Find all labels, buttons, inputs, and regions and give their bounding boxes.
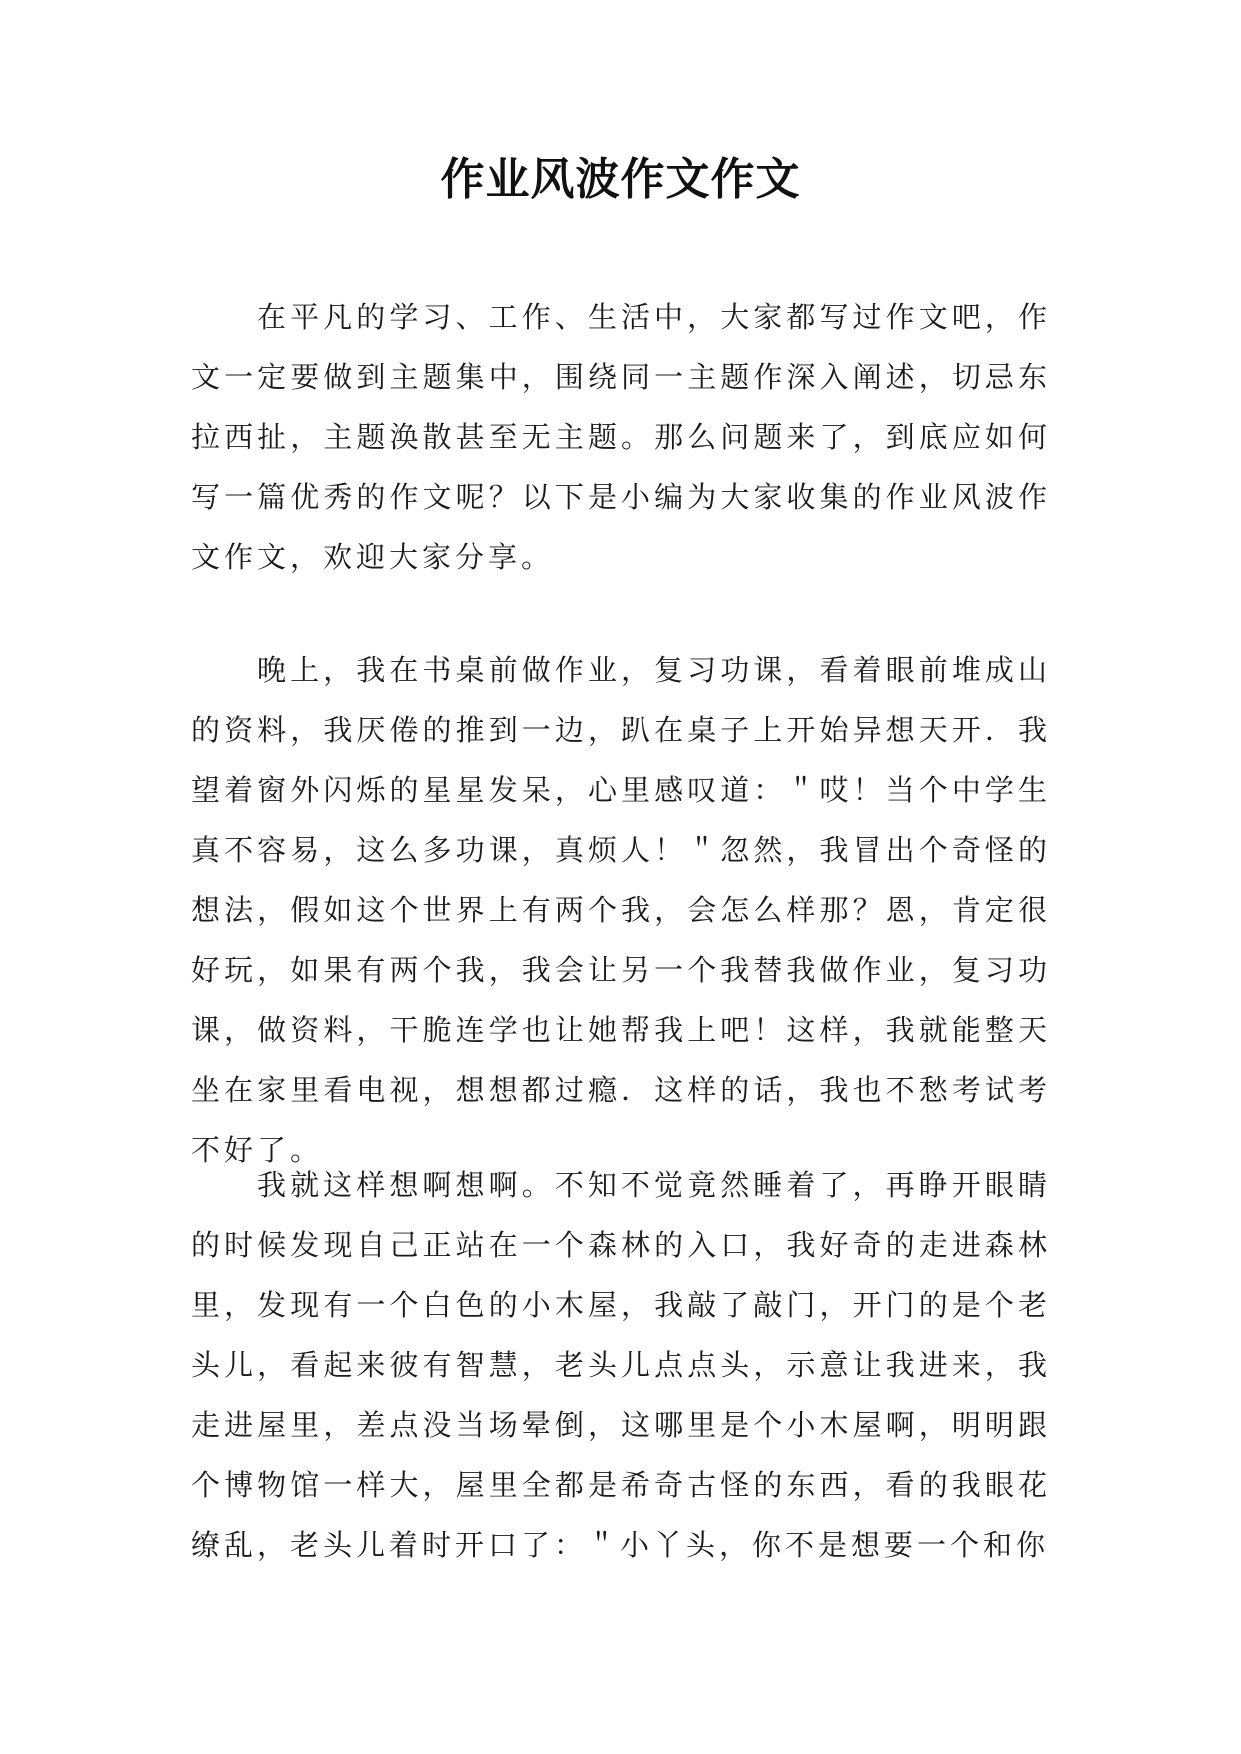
paragraph-body-2: 我就这样想啊想啊。不知不觉竟然睡着了，再睁开眼睛的时候发现自己正站在一个森林的入口，我好奇的走进森林里，发现有一个白色的小木屋，我敲了敲门，开门的是个老头儿，看起来彼有智慧，老头儿点点头，示意让我进来，我走进屋里，差点没当场晕倒，这哪里是个小木屋啊，明明跟个博物馆一样大，屋里全都是希奇古怪的东西，看的我眼花缭乱，老头儿着时开口了：＂小丫头，你不是想要一个和你 (191, 1168, 1051, 1562)
paragraph-intro: 在平凡的学习、工作、生活中，大家都写过作文吧，作文一定要做到主题集中，围绕同一主题作深入阐述，切忌东拉西扯，主题涣散甚至无主题。那么问题来了，到底应如何写一篇优秀的作文呢？以下是小编为大家收集的作业风波作文作文，欢迎大家分享。 (191, 300, 1051, 574)
paragraph-body-1: 晚上，我在书桌前做作业，复习功课，看着眼前堆成山的资料，我厌倦的推到一边，趴在桌子上开始异想天开．我望着窗外闪烁的星星发呆，心里感叹道：＂哎！当个中学生真不容易，这么多功课，真烦人！＂忽然，我冒出个奇怪的想法，假如这个世界上有两个我，会怎么样那？恩，肯定很好玩，如果有两个我，我会让另一个我替我做作业，复习功课，做资料，干脆连学也让她帮我上吧！这样，我就能整天坐在家里看电视，想想都过瘾．这样的话，我也不愁考试考不好了。 (191, 653, 1051, 1167)
document-title: 作业风波作文作文 (440, 154, 801, 205)
